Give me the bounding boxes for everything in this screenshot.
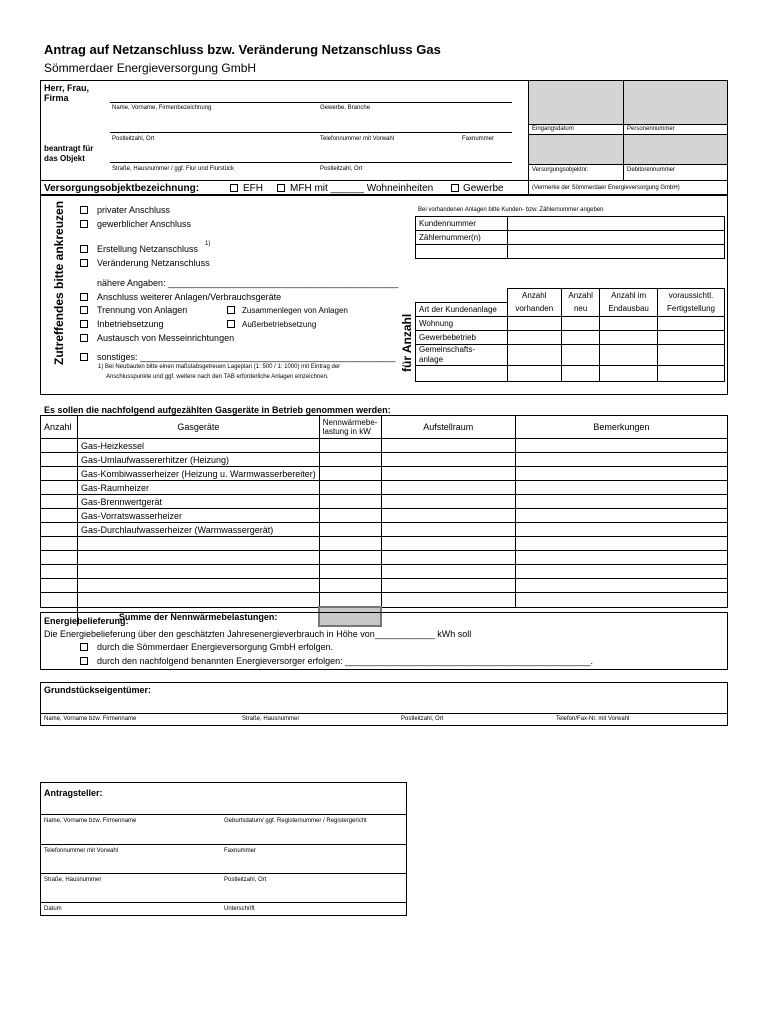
cell[interactable] — [78, 593, 320, 608]
applicant-name-field[interactable] — [40, 814, 407, 815]
meter-no-field[interactable] — [508, 231, 725, 245]
cell[interactable] — [41, 593, 78, 608]
cell[interactable] — [41, 495, 78, 509]
applicant-phone-field[interactable] — [40, 844, 407, 845]
applicant-fax-label: Faxnummer — [224, 848, 257, 854]
cell[interactable] — [41, 453, 78, 467]
cell[interactable] — [41, 439, 78, 453]
received-label: Eingangsdatum — [532, 126, 574, 132]
row-gewerbe: Gewerbebetrieb — [416, 330, 508, 344]
col-done: voraussichtl. — [658, 289, 725, 303]
owner-heading: Grundstückseigentümer: — [44, 685, 152, 695]
col-device: Gasgeräte — [78, 416, 320, 439]
owner-phone-label: Telefon/Fax-Nr. mit Vorwahl — [556, 716, 630, 722]
cell[interactable] — [41, 509, 78, 523]
separation-label: Trennung von Anlagen — [97, 305, 188, 315]
table-row — [41, 593, 728, 608]
cell[interactable] — [515, 593, 727, 608]
cell[interactable] — [515, 495, 727, 509]
table-row — [41, 565, 728, 579]
device-cell: Gas-Raumheizer — [78, 481, 320, 495]
applicant-date-field[interactable] — [40, 902, 407, 903]
separation-checkbox[interactable] — [80, 306, 88, 314]
col-notes: Bemerkungen — [515, 416, 727, 439]
row-gemein-2: anlage — [419, 354, 444, 364]
cell[interactable] — [562, 365, 600, 381]
cell[interactable] — [658, 330, 725, 344]
cell[interactable] — [319, 523, 381, 537]
object-label-2: das Objekt — [44, 154, 85, 163]
decommission-label: Außerbetriebsetzung — [242, 320, 317, 329]
tick-side-label: Zutreffendes bitte ankreuzen — [52, 200, 66, 365]
table-row — [41, 537, 728, 551]
phone-label: Telefonnummer mit Vorwahl — [320, 136, 395, 142]
cell[interactable] — [507, 330, 562, 344]
cell[interactable] — [319, 537, 381, 551]
table-row — [41, 579, 728, 593]
cell[interactable] — [381, 439, 515, 453]
cell[interactable] — [319, 551, 381, 565]
energy-option2-checkbox[interactable] — [80, 657, 88, 665]
applicant-postal-label: Postleitzahl, Ort — [224, 877, 267, 883]
table-row — [41, 495, 728, 509]
gewerbe-label: Gewerbe — [463, 183, 504, 194]
cell[interactable] — [319, 439, 381, 453]
page-title: Antrag auf Netzanschluss bzw. Veränderung Netzanschluss Gas — [44, 42, 441, 57]
cell[interactable] — [381, 551, 515, 565]
cell[interactable] — [41, 537, 78, 551]
appliances-table — [40, 415, 728, 627]
office-note: (Vermerke der Sömmerdaer Energieversorgung GmbH) — [532, 185, 680, 191]
efh-checkbox[interactable] — [230, 184, 238, 192]
postal-label: Postleitzahl, Ort — [112, 136, 155, 142]
device-cell: Gas-Durchlaufwasserheizer (Warmwassergerät) — [78, 523, 320, 537]
cell[interactable] — [515, 453, 727, 467]
cell[interactable] — [319, 579, 381, 593]
sum-label: Summe der Nennwärmebelastungen: — [78, 607, 320, 626]
cell[interactable] — [507, 365, 562, 381]
private-checkbox[interactable] — [80, 206, 88, 214]
device-cell: Gas-Vorratswasserheizer — [78, 509, 320, 523]
meter-swap-checkbox[interactable] — [80, 334, 88, 342]
cell[interactable] — [515, 551, 727, 565]
cell[interactable] — [319, 467, 381, 481]
cell[interactable] — [381, 495, 515, 509]
cell[interactable] — [381, 523, 515, 537]
cell[interactable] — [515, 481, 727, 495]
energy-option2-label: durch den nachfolgend benannten Energieversorger erfolgen: _________________________________________________. — [97, 656, 593, 666]
cell[interactable] — [515, 523, 727, 537]
col-done-2: Fertigstellung — [658, 302, 725, 316]
energy-text: Die Energiebelieferung über den geschätzten Jahresenergieverbrauch in Höhe von____________ kWh soll — [44, 629, 472, 639]
details-line[interactable]: nähere Angaben: ______________________________________________ — [97, 278, 399, 288]
applicant-heading: Antragsteller: — [44, 788, 103, 798]
customer-no-field[interactable] — [508, 217, 725, 231]
col-load: Nennwärmebe- — [322, 418, 378, 427]
applicant-street-label: Straße, Hausnummer — [44, 877, 102, 883]
col-final: Anzahl im — [600, 289, 658, 303]
commercial-label: gewerblicher Anschluss — [97, 219, 192, 229]
merge-label: Zusammenlegen von Anlagen — [242, 306, 348, 315]
device-cell: Gas-Kombiwasserheizer (Heizung u. Warmwasserbereiter) — [78, 467, 320, 481]
cell[interactable] — [78, 537, 320, 551]
col-existing: Anzahl — [507, 289, 562, 303]
cell[interactable] — [78, 579, 320, 593]
further-checkbox[interactable] — [80, 293, 88, 301]
cell[interactable] — [381, 481, 515, 495]
firm-label: Firma — [44, 93, 69, 103]
cell[interactable] — [562, 330, 600, 344]
cell[interactable] — [319, 593, 381, 608]
cell[interactable] — [515, 467, 727, 481]
col-load-2: lastung in kW — [322, 427, 371, 436]
owner-street-label: Straße, Hausnummer — [242, 716, 300, 722]
device-cell: Gas-Heizkessel — [78, 439, 320, 453]
name-label: Name, Vorname, Firmenbezeichnung — [112, 105, 212, 111]
cell[interactable] — [319, 565, 381, 579]
table-row — [41, 453, 728, 467]
cell[interactable] — [78, 551, 320, 565]
cell[interactable] — [562, 316, 600, 330]
cell[interactable] — [381, 579, 515, 593]
object-label: beantragt für — [44, 144, 94, 153]
cell[interactable] — [600, 344, 658, 365]
cell[interactable] — [658, 365, 725, 381]
cell[interactable] — [319, 495, 381, 509]
col-room: Aufstellraum — [381, 416, 515, 439]
appliances-heading: Es sollen die nachfolgend aufgezählten Gasgeräte in Betrieb genommen werden: — [44, 405, 391, 415]
device-cell: Gas-Brennwertgerät — [78, 495, 320, 509]
office-field-supply — [529, 134, 727, 164]
cell[interactable] — [658, 316, 725, 330]
customer-no-label: Kundennummer — [416, 217, 508, 231]
cell[interactable] — [515, 579, 727, 593]
cell[interactable] — [600, 316, 658, 330]
object-postal-label: Postleitzahl, Ort — [320, 166, 363, 172]
trade-label: Gewerbe, Branche — [320, 105, 371, 111]
col-new: Anzahl — [562, 289, 600, 303]
commission-label: Inbetriebsetzung — [97, 319, 164, 329]
col-existing-2: vorhanden — [507, 302, 562, 316]
col-final-2: Endausbau — [600, 302, 658, 316]
decommission-checkbox[interactable] — [227, 320, 235, 328]
create-footnote-ref: 1) — [205, 241, 211, 247]
create-checkbox[interactable] — [80, 245, 88, 253]
applicant-phone-label: Telefonnummer mit Vorwahl — [44, 848, 119, 854]
fax-label: Faxnummer — [462, 136, 495, 142]
applicant-date-label: Datum — [44, 906, 62, 912]
applicant-name-label: Name, Vorname bzw. Firmenname — [44, 818, 137, 824]
cell[interactable] — [515, 537, 727, 551]
name-field[interactable] — [110, 102, 512, 103]
col-type: Art der Kundenanlage — [416, 302, 508, 316]
modify-label: Veränderung Netzanschluss — [97, 258, 210, 268]
cell[interactable] — [381, 537, 515, 551]
energy-option1-label: durch die Sömmerdaer Energieversorgung GmbH erfolgen. — [97, 642, 334, 652]
cell[interactable] — [658, 344, 725, 365]
create-label: Erstellung Netzanschluss — [97, 244, 199, 254]
mfh-checkbox[interactable] — [277, 184, 285, 192]
cell[interactable] — [319, 453, 381, 467]
energy-heading: Energiebelieferung: — [44, 616, 129, 626]
cell[interactable] — [515, 509, 727, 523]
efh-label: EFH — [243, 183, 263, 194]
postal-field[interactable] — [110, 132, 512, 133]
cell[interactable] — [78, 565, 320, 579]
cell[interactable] — [507, 344, 562, 365]
existing-hint: Bei vorhandenen Anlagen bitte Kunden- bzw. Zählernummer angeben — [418, 207, 604, 213]
owner-name-label: Name, Vorname bzw. Firmenname — [44, 716, 137, 722]
cell[interactable] — [381, 467, 515, 481]
table-row — [41, 551, 728, 565]
merge-checkbox[interactable] — [227, 306, 235, 314]
street-label: Straße, Hausnummer / ggf. Flur und Flurstück — [112, 166, 235, 172]
salutation-label: Herr, Frau, — [44, 83, 90, 93]
col-count: Anzahl — [41, 416, 78, 439]
gewerbe-checkbox[interactable] — [451, 184, 459, 192]
office-field-received — [529, 81, 727, 124]
cell[interactable] — [381, 565, 515, 579]
cell[interactable] — [381, 509, 515, 523]
owner-postal-label: Postleitzahl, Ort — [401, 716, 444, 722]
modify-checkbox[interactable] — [80, 259, 88, 267]
company-name: Sömmerdaer Energieversorgung GmbH — [44, 61, 257, 75]
cell[interactable] — [41, 523, 78, 537]
other-checkbox[interactable] — [80, 353, 88, 361]
supply-obj-label: Versorgungsobjektnr. — [532, 167, 589, 173]
meter-swap-label: Austausch von Messeinrichtungen — [97, 333, 235, 343]
table-row — [41, 523, 728, 537]
footnote-1: 1) Bei Neubauten bitte einen maßstabsgetreuen Lageplan (1: 500 / 1: 1000) mit Eintrag der — [98, 364, 341, 370]
cell[interactable] — [319, 509, 381, 523]
col-new-2: neu — [562, 302, 600, 316]
cell[interactable] — [41, 579, 78, 593]
meter-no-field-2[interactable] — [508, 245, 725, 259]
row-wohnung: Wohnung — [416, 316, 508, 330]
device-cell: Gas-Umlaufwassererhitzer (Heizung) — [78, 453, 320, 467]
cell[interactable] — [41, 467, 78, 481]
footnote-2: Anschlusspunkte und ggf. weitere nach den TAB erforderliche Anlagen einzeichnen. — [106, 374, 329, 380]
owner-field[interactable] — [40, 713, 728, 714]
cell[interactable] — [515, 439, 727, 453]
meter-no-label: Zählernummer(n) — [416, 231, 508, 245]
further-label: Anschluss weiterer Anlagen/Verbrauchsgeräte — [97, 292, 282, 302]
applicant-birth-label: Geburtsdatum/ ggf. Registernummer / Registergericht — [224, 818, 367, 824]
cell[interactable] — [319, 481, 381, 495]
count-table — [415, 288, 725, 382]
person-label: Personennummer — [627, 126, 675, 132]
private-label: privater Anschluss — [97, 205, 171, 215]
cell[interactable] — [600, 365, 658, 381]
table-row — [41, 467, 728, 481]
street-field[interactable] — [110, 162, 512, 163]
existing-table — [415, 216, 725, 259]
applicant-signature-label: Unterschrift — [224, 906, 255, 912]
count-side-label: für Anzahl — [400, 313, 414, 372]
cell[interactable] — [41, 551, 78, 565]
debtor-label: Debitorennummer — [627, 167, 676, 173]
mfh-label: MFH mit ______ Wohneinheiten — [290, 183, 434, 194]
energy-option1-checkbox[interactable] — [80, 643, 88, 651]
table-row — [41, 439, 728, 453]
cell[interactable] — [41, 481, 78, 495]
commercial-checkbox[interactable] — [80, 220, 88, 228]
cell[interactable] — [600, 330, 658, 344]
row-gemein: Gemeinschafts- — [419, 344, 476, 354]
applicant-street-field[interactable] — [40, 873, 407, 874]
cell[interactable] — [381, 593, 515, 608]
object-type-label: Versorgungsobjektbezeichnung: — [44, 183, 200, 194]
cell[interactable] — [381, 453, 515, 467]
commission-checkbox[interactable] — [80, 320, 88, 328]
table-row — [41, 509, 728, 523]
cell[interactable] — [41, 565, 78, 579]
cell[interactable] — [562, 344, 600, 365]
cell[interactable] — [507, 316, 562, 330]
table-row — [41, 481, 728, 495]
cell[interactable] — [515, 565, 727, 579]
other-line[interactable]: sonstiges: ___________________________________________________ — [97, 352, 396, 362]
